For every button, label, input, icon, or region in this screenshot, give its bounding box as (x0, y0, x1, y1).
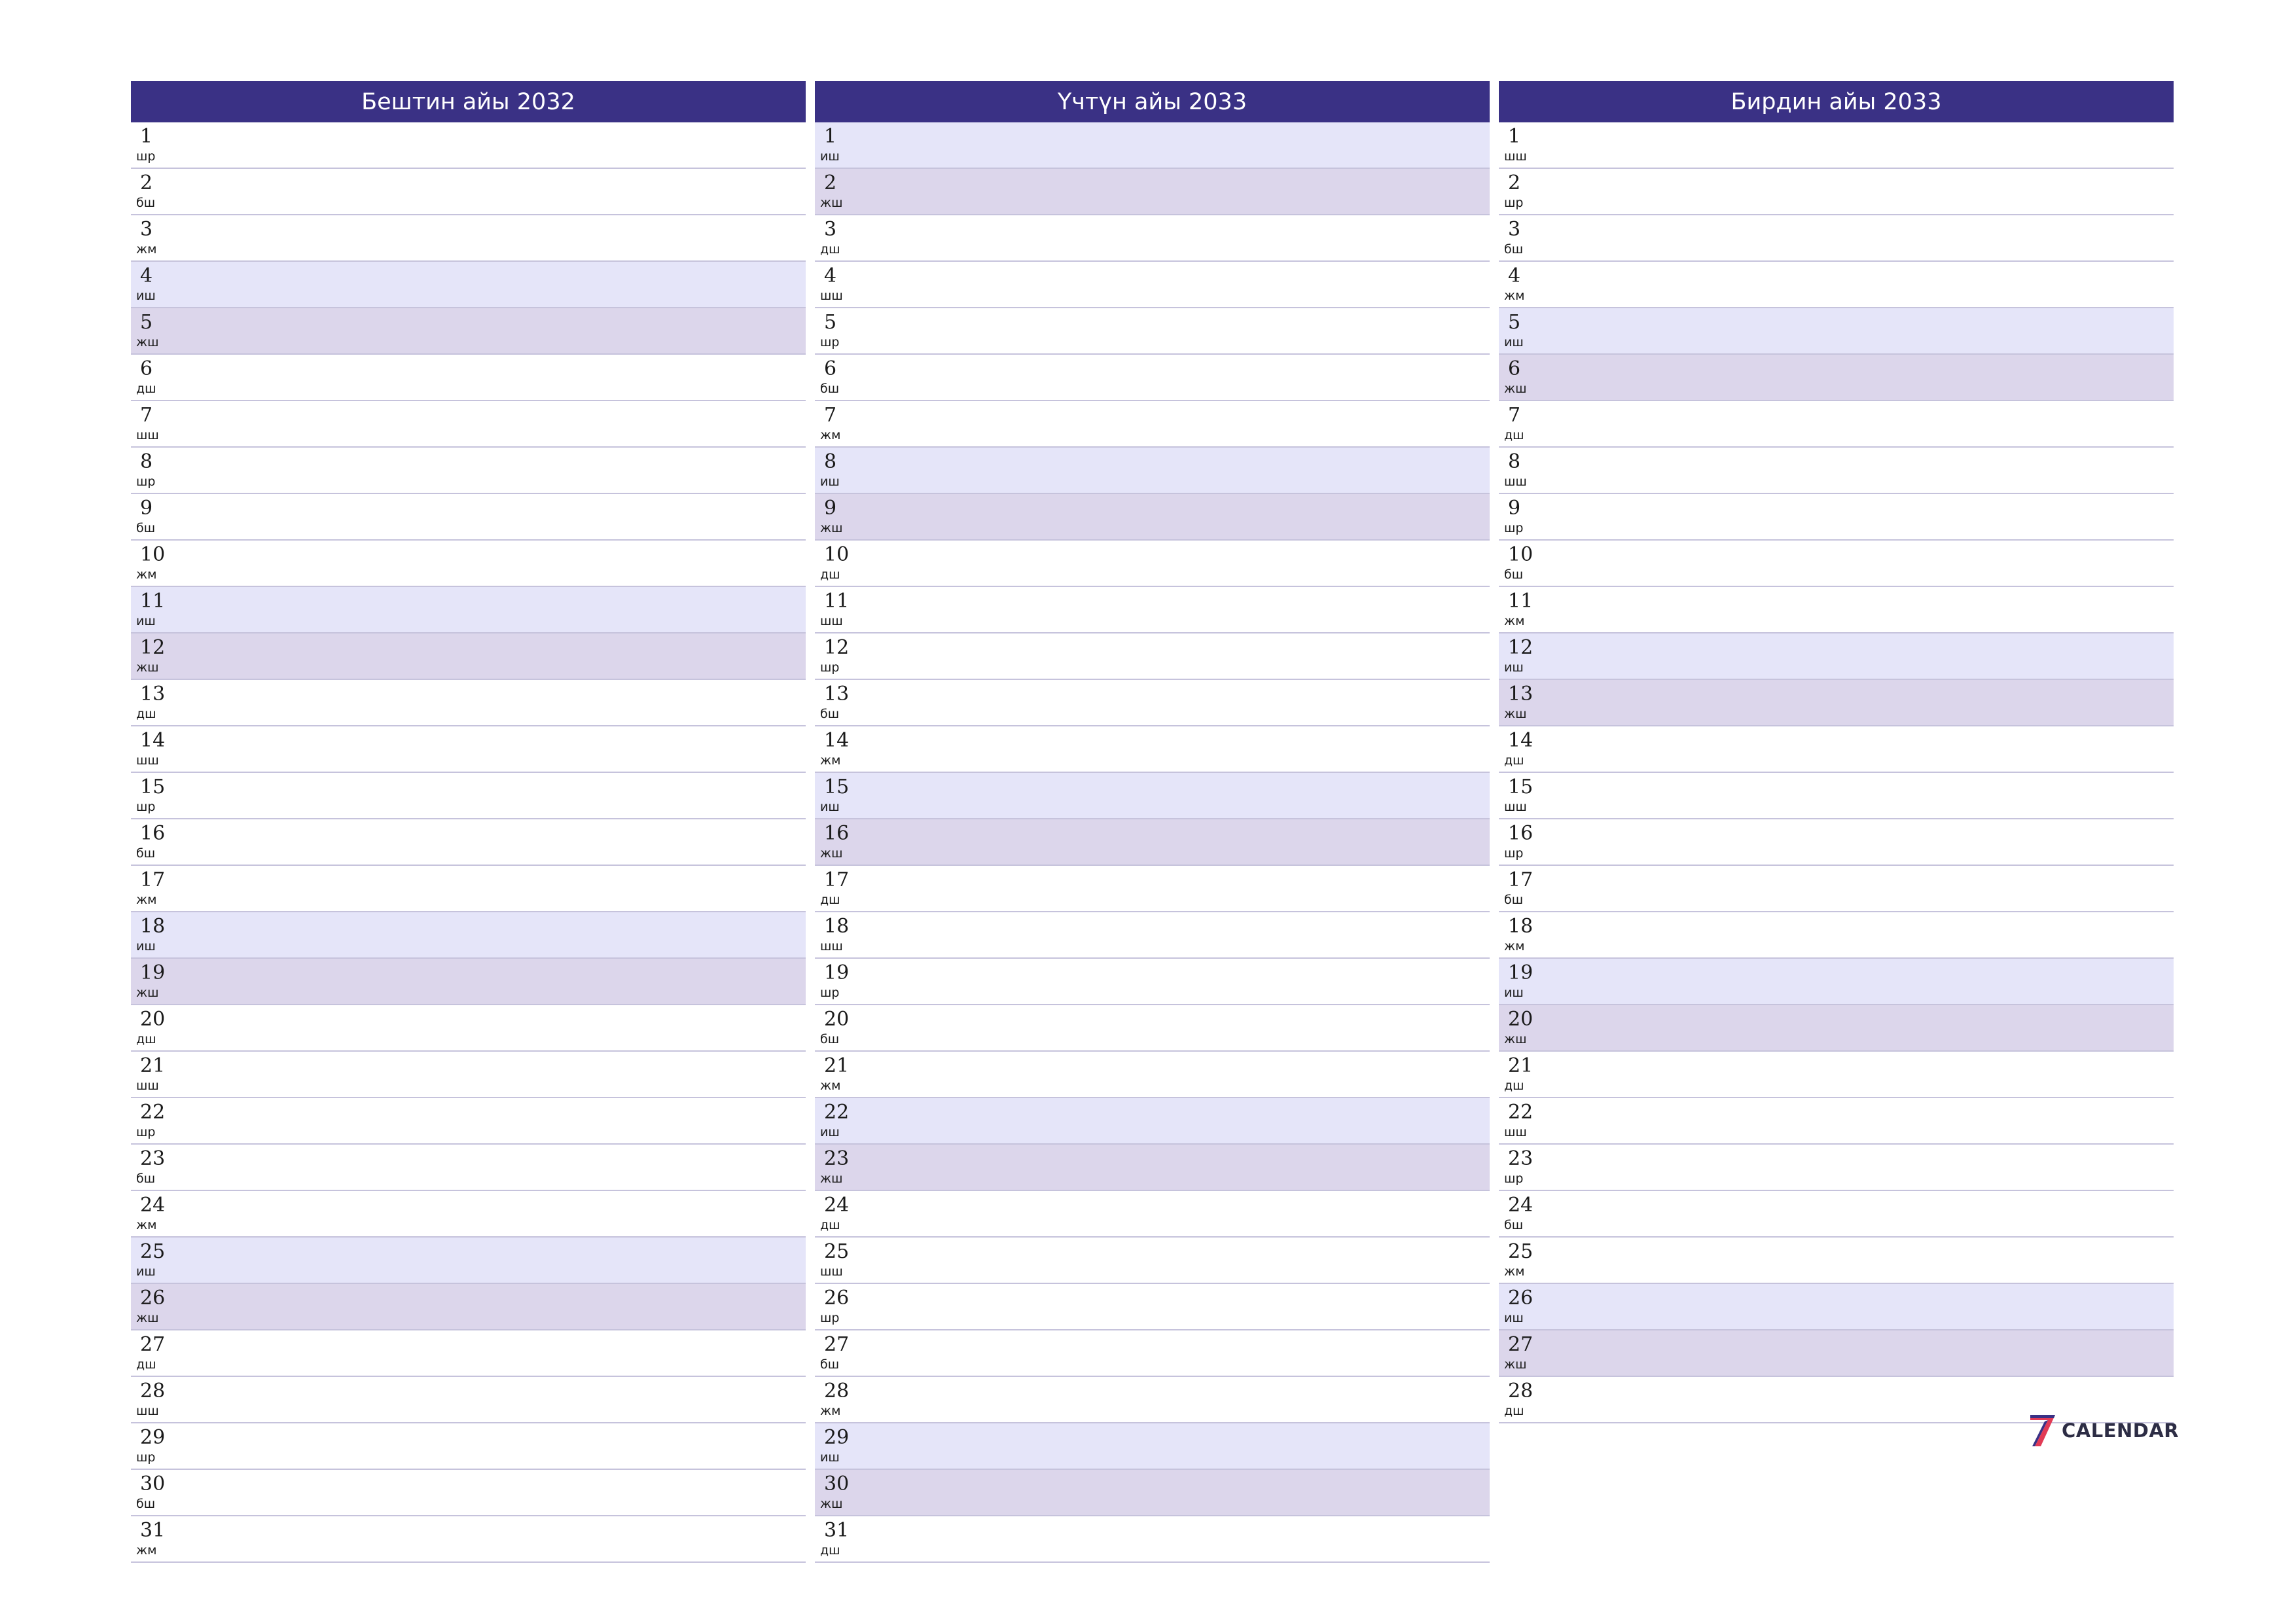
month-column (131, 81, 806, 1563)
day-row (131, 1052, 806, 1098)
day-row (131, 262, 806, 308)
day-row (1499, 633, 2174, 680)
day-number: 1 (1508, 125, 1521, 148)
weekday-abbr: бш (1504, 242, 1524, 257)
day-row (1499, 401, 2174, 448)
day-number: 12 (824, 636, 850, 659)
day-number: 19 (140, 961, 166, 984)
day-number: 22 (140, 1101, 166, 1124)
weekday-abbr: дш (136, 1032, 156, 1046)
day-row (1499, 494, 2174, 541)
day-row (131, 680, 806, 726)
day-row (815, 1098, 1490, 1145)
day-number: 21 (1508, 1054, 1534, 1077)
weekday-abbr: шш (136, 1404, 159, 1418)
weekday-abbr: жм (136, 1218, 157, 1232)
weekday-abbr: жм (1504, 614, 1525, 628)
weekday-abbr: шр (1504, 521, 1524, 535)
day-number: 23 (824, 1147, 850, 1170)
day-number: 19 (824, 961, 850, 984)
day-row (815, 494, 1490, 541)
day-number: 13 (140, 683, 166, 705)
weekday-abbr: жш (820, 1497, 843, 1511)
day-row (1499, 912, 2174, 959)
weekday-abbr: иш (1504, 335, 1524, 349)
weekday-abbr: шш (820, 939, 843, 954)
day-row (131, 215, 806, 262)
day-row (1499, 122, 2174, 169)
day-number: 11 (824, 590, 850, 613)
day-number: 24 (1508, 1194, 1534, 1217)
day-number: 21 (140, 1054, 166, 1077)
day-number: 24 (140, 1194, 166, 1217)
day-number: 3 (140, 218, 153, 241)
brand-text: CALENDAR (2062, 1419, 2179, 1442)
weekday-abbr: бш (136, 1497, 156, 1511)
weekday-abbr: иш (820, 800, 840, 814)
weekday-abbr: дш (136, 1357, 156, 1372)
day-row (131, 866, 806, 912)
day-number: 5 (824, 311, 837, 334)
weekday-abbr: шр (1504, 846, 1524, 861)
weekday-abbr: шш (1504, 474, 1527, 489)
weekday-abbr: бш (1504, 567, 1524, 582)
day-number: 6 (140, 357, 153, 380)
day-row (815, 308, 1490, 355)
day-row (131, 1238, 806, 1284)
weekday-abbr: жм (1504, 289, 1525, 303)
day-row (131, 1470, 806, 1516)
day-row (131, 959, 806, 1005)
day-list (1499, 122, 2174, 1423)
day-row (1499, 866, 2174, 912)
day-list (815, 122, 1490, 1563)
weekday-abbr: шр (136, 149, 156, 164)
day-number: 10 (824, 543, 850, 566)
day-row (815, 1516, 1490, 1563)
weekday-abbr: дш (136, 382, 156, 396)
day-number: 16 (1508, 822, 1534, 845)
day-number: 7 (140, 404, 153, 427)
day-row (1499, 1191, 2174, 1238)
weekday-abbr: жш (820, 1171, 843, 1186)
day-row (815, 912, 1490, 959)
day-number: 5 (140, 311, 153, 334)
weekday-abbr: жш (136, 1311, 159, 1325)
weekday-abbr: шр (820, 660, 840, 675)
day-number: 4 (140, 264, 153, 287)
day-row (815, 169, 1490, 215)
day-number: 3 (824, 218, 837, 241)
weekday-abbr: иш (1504, 986, 1524, 1000)
month-title: Бештин айы 2032 (131, 81, 806, 122)
day-row (815, 1052, 1490, 1098)
weekday-abbr: жш (136, 660, 159, 675)
weekday-abbr: шш (1504, 800, 1527, 814)
weekday-abbr: дш (1504, 753, 1524, 768)
day-row (815, 1284, 1490, 1330)
weekday-abbr: жм (820, 1404, 841, 1418)
day-number: 9 (1508, 497, 1521, 520)
day-number: 22 (1508, 1101, 1534, 1124)
day-row (1499, 1284, 2174, 1330)
weekday-abbr: бш (136, 196, 156, 210)
weekday-abbr: иш (136, 939, 156, 954)
day-row (1499, 308, 2174, 355)
weekday-abbr: дш (136, 707, 156, 721)
weekday-abbr: дш (1504, 1079, 1524, 1093)
day-number: 15 (824, 776, 850, 798)
day-row (131, 1005, 806, 1052)
day-row (131, 494, 806, 541)
weekday-abbr: иш (136, 1264, 156, 1279)
day-number: 26 (140, 1287, 166, 1310)
weekday-abbr: шр (136, 1450, 156, 1465)
weekday-abbr: жм (1504, 939, 1525, 954)
month-column (1499, 81, 2174, 1423)
weekday-abbr: иш (1504, 1311, 1524, 1325)
weekday-abbr: шр (820, 1311, 840, 1325)
weekday-abbr: иш (820, 1450, 840, 1465)
weekday-abbr: шр (1504, 196, 1524, 210)
day-number: 25 (140, 1240, 166, 1263)
weekday-abbr: жм (136, 893, 157, 907)
day-number: 18 (140, 915, 166, 938)
day-row (131, 587, 806, 633)
weekday-abbr: жш (136, 335, 159, 349)
day-row (815, 819, 1490, 866)
day-row (131, 912, 806, 959)
day-row (131, 1098, 806, 1145)
day-row (1499, 448, 2174, 494)
day-number: 20 (824, 1008, 850, 1031)
day-row (131, 541, 806, 587)
day-number: 28 (140, 1380, 166, 1402)
weekday-abbr: жм (820, 428, 841, 442)
day-number: 18 (824, 915, 850, 938)
day-row (815, 262, 1490, 308)
day-number: 13 (1508, 683, 1534, 705)
day-row (815, 1423, 1490, 1470)
day-row (815, 1470, 1490, 1516)
day-row (815, 1145, 1490, 1191)
weekday-abbr: бш (136, 521, 156, 535)
day-row (1499, 1330, 2174, 1377)
day-row (1499, 1052, 2174, 1098)
day-number: 30 (824, 1472, 850, 1495)
day-number: 14 (140, 729, 166, 752)
weekday-abbr: бш (1504, 893, 1524, 907)
day-number: 14 (824, 729, 850, 752)
day-row (815, 401, 1490, 448)
weekday-abbr: иш (136, 289, 156, 303)
weekday-abbr: жш (136, 986, 159, 1000)
day-row (131, 122, 806, 169)
brand-logo (2029, 1414, 2179, 1448)
day-row (131, 401, 806, 448)
weekday-abbr: жш (1504, 1357, 1527, 1372)
day-number: 19 (1508, 961, 1534, 984)
day-number: 2 (824, 171, 837, 194)
day-number: 27 (824, 1333, 850, 1356)
day-number: 8 (1508, 450, 1521, 473)
day-number: 21 (824, 1054, 850, 1077)
day-number: 17 (140, 868, 166, 891)
day-number: 26 (824, 1287, 850, 1310)
weekday-abbr: шш (136, 428, 159, 442)
month-title: Үчтүн айы 2033 (815, 81, 1490, 122)
day-row (815, 773, 1490, 819)
day-row (815, 959, 1490, 1005)
weekday-abbr: дш (1504, 1404, 1524, 1418)
day-row (131, 633, 806, 680)
day-row (815, 1377, 1490, 1423)
day-row (815, 866, 1490, 912)
day-number: 8 (140, 450, 153, 473)
day-number: 27 (140, 1333, 166, 1356)
weekday-abbr: дш (820, 893, 840, 907)
weekday-abbr: шр (136, 1125, 156, 1139)
day-number: 11 (1508, 590, 1534, 613)
weekday-abbr: дш (820, 1543, 840, 1558)
day-row (131, 355, 806, 401)
weekday-abbr: иш (1504, 660, 1524, 675)
day-row (131, 308, 806, 355)
weekday-abbr: дш (820, 567, 840, 582)
day-row (1499, 587, 2174, 633)
weekday-abbr: бш (1504, 1218, 1524, 1232)
weekday-abbr: жм (1504, 1264, 1525, 1279)
day-row (1499, 355, 2174, 401)
weekday-abbr: шр (136, 800, 156, 814)
weekday-abbr: иш (136, 614, 156, 628)
day-number: 14 (1508, 729, 1534, 752)
weekday-abbr: жм (136, 242, 157, 257)
day-number: 11 (140, 590, 166, 613)
weekday-abbr: жш (820, 846, 843, 861)
weekday-abbr: жш (1504, 382, 1527, 396)
weekday-abbr: шш (136, 1079, 159, 1093)
weekday-abbr: иш (820, 1125, 840, 1139)
day-number: 2 (140, 171, 153, 194)
day-row (815, 1238, 1490, 1284)
weekday-abbr: шш (820, 289, 843, 303)
weekday-abbr: шр (136, 474, 156, 489)
day-number: 15 (140, 776, 166, 798)
weekday-abbr: жш (820, 521, 843, 535)
day-number: 1 (140, 125, 153, 148)
day-number: 30 (140, 1472, 166, 1495)
day-row (815, 1191, 1490, 1238)
day-number: 7 (1508, 404, 1521, 427)
day-number: 24 (824, 1194, 850, 1217)
day-row (131, 773, 806, 819)
weekday-abbr: шр (820, 986, 840, 1000)
day-row (815, 215, 1490, 262)
weekday-abbr: шш (820, 614, 843, 628)
day-number: 23 (140, 1147, 166, 1170)
weekday-abbr: жм (136, 1543, 157, 1558)
day-number: 9 (824, 497, 837, 520)
day-row (1499, 819, 2174, 866)
day-number: 22 (824, 1101, 850, 1124)
weekday-abbr: бш (136, 846, 156, 861)
weekday-abbr: шш (136, 753, 159, 768)
weekday-abbr: жш (1504, 707, 1527, 721)
weekday-abbr: жм (820, 753, 841, 768)
day-number: 5 (1508, 311, 1521, 334)
day-row (815, 1330, 1490, 1377)
day-row (1499, 1098, 2174, 1145)
day-row (815, 726, 1490, 773)
day-row (815, 1005, 1490, 1052)
day-row (815, 355, 1490, 401)
day-row (1499, 773, 2174, 819)
weekday-abbr: жш (1504, 1032, 1527, 1046)
month-title: Бирдин айы 2033 (1499, 81, 2174, 122)
month-column (815, 81, 1490, 1563)
weekday-abbr: шш (1504, 149, 1527, 164)
day-number: 23 (1508, 1147, 1534, 1170)
day-row (1499, 1145, 2174, 1191)
day-number: 15 (1508, 776, 1534, 798)
day-number: 1 (824, 125, 837, 148)
day-row (815, 448, 1490, 494)
day-number: 20 (1508, 1008, 1534, 1031)
day-row (1499, 215, 2174, 262)
day-row (1499, 1005, 2174, 1052)
day-number: 13 (824, 683, 850, 705)
day-row (1499, 726, 2174, 773)
day-row (131, 726, 806, 773)
weekday-abbr: иш (820, 474, 840, 489)
day-row (131, 1377, 806, 1423)
day-number: 25 (1508, 1240, 1534, 1263)
day-row (815, 122, 1490, 169)
day-row (131, 1145, 806, 1191)
day-number: 9 (140, 497, 153, 520)
day-row (131, 1423, 806, 1470)
day-number: 28 (824, 1380, 850, 1402)
weekday-abbr: шр (820, 335, 840, 349)
weekday-abbr: шр (1504, 1171, 1524, 1186)
day-number: 4 (824, 264, 837, 287)
weekday-abbr: жш (820, 196, 843, 210)
day-number: 20 (140, 1008, 166, 1031)
day-row (815, 541, 1490, 587)
day-number: 29 (140, 1426, 166, 1449)
day-number: 17 (824, 868, 850, 891)
day-row (131, 1330, 806, 1377)
day-number: 10 (1508, 543, 1534, 566)
day-row (815, 587, 1490, 633)
day-number: 6 (1508, 357, 1521, 380)
day-row (1499, 541, 2174, 587)
seven-logo-icon (2029, 1414, 2056, 1448)
day-number: 31 (824, 1519, 850, 1542)
weekday-abbr: шш (820, 1264, 843, 1279)
day-number: 27 (1508, 1333, 1534, 1356)
weekday-abbr: бш (820, 382, 840, 396)
day-row (1499, 959, 2174, 1005)
weekday-abbr: шш (1504, 1125, 1527, 1139)
day-row (815, 633, 1490, 680)
day-row (131, 1191, 806, 1238)
day-number: 12 (140, 636, 166, 659)
day-number: 16 (140, 822, 166, 845)
day-number: 4 (1508, 264, 1521, 287)
day-number: 6 (824, 357, 837, 380)
weekday-abbr: бш (820, 1032, 840, 1046)
day-number: 2 (1508, 171, 1521, 194)
weekday-abbr: бш (136, 1171, 156, 1186)
day-number: 17 (1508, 868, 1534, 891)
weekday-abbr: дш (820, 1218, 840, 1232)
weekday-abbr: дш (820, 242, 840, 257)
day-row (1499, 169, 2174, 215)
day-number: 10 (140, 543, 166, 566)
day-row (131, 819, 806, 866)
day-row (815, 680, 1490, 726)
day-row (131, 448, 806, 494)
day-number: 18 (1508, 915, 1534, 938)
day-row (1499, 1238, 2174, 1284)
day-list (131, 122, 806, 1563)
day-number: 25 (824, 1240, 850, 1263)
day-number: 26 (1508, 1287, 1534, 1310)
day-row (131, 1284, 806, 1330)
day-number: 8 (824, 450, 837, 473)
day-number: 29 (824, 1426, 850, 1449)
day-row (1499, 262, 2174, 308)
day-number: 3 (1508, 218, 1521, 241)
day-row (131, 1516, 806, 1563)
day-number: 16 (824, 822, 850, 845)
weekday-abbr: иш (820, 149, 840, 164)
day-row (1499, 680, 2174, 726)
weekday-abbr: дш (1504, 428, 1524, 442)
day-number: 7 (824, 404, 837, 427)
weekday-abbr: бш (820, 1357, 840, 1372)
weekday-abbr: жм (820, 1079, 841, 1093)
day-row (131, 169, 806, 215)
day-number: 12 (1508, 636, 1534, 659)
weekday-abbr: жм (136, 567, 157, 582)
day-number: 31 (140, 1519, 166, 1542)
day-number: 28 (1508, 1380, 1534, 1402)
weekday-abbr: бш (820, 707, 840, 721)
